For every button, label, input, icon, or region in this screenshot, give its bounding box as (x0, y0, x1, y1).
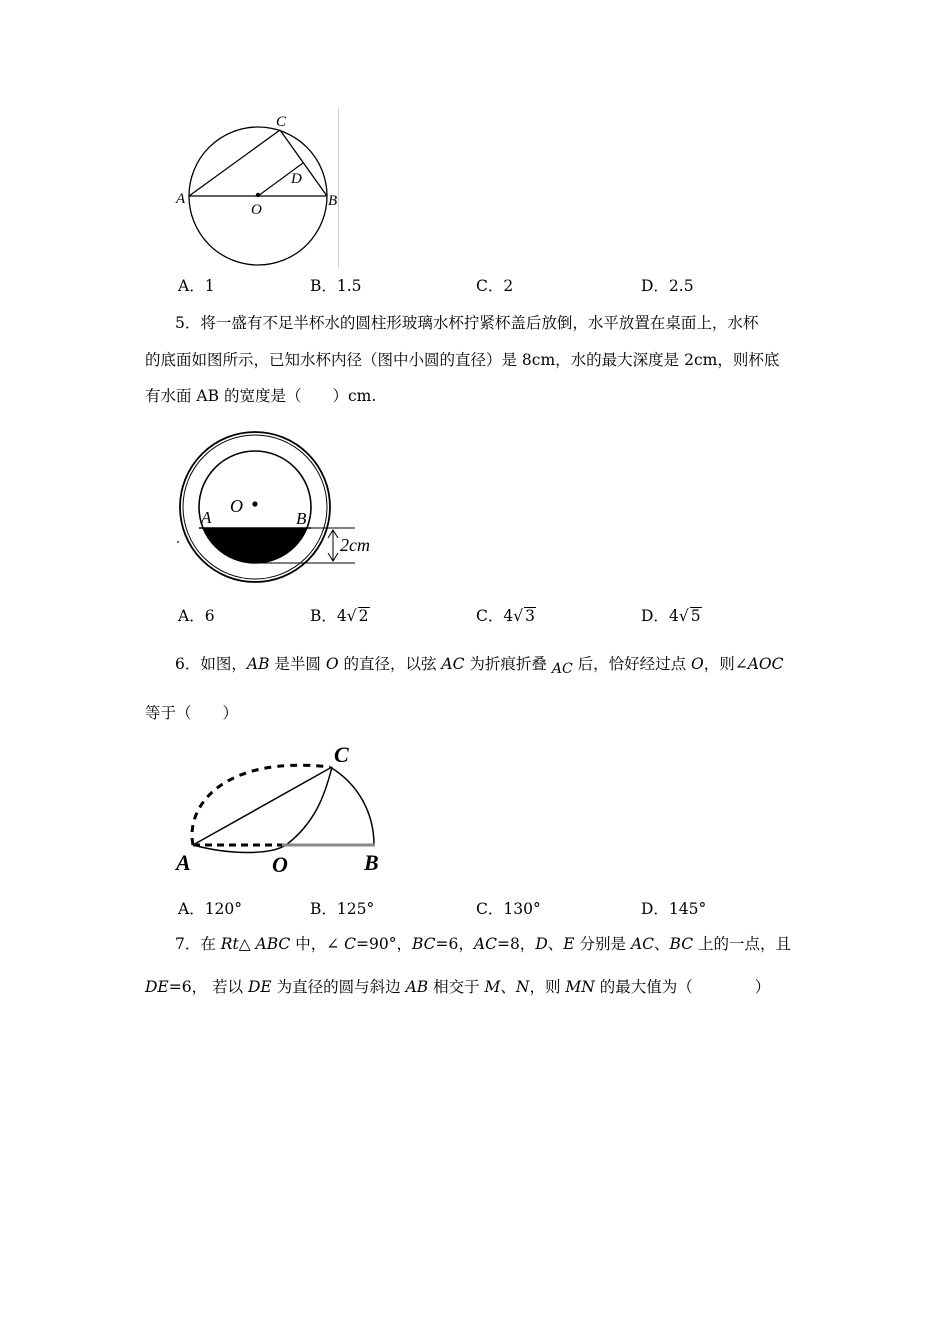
q7-m: M (484, 978, 501, 996)
q6-ab: AB (246, 655, 270, 673)
q7-n: N (515, 978, 530, 996)
q6-angle-aoc: ∠AOC (734, 655, 784, 673)
q6-t6: ，则 (703, 655, 735, 673)
q7-t1: 7．在 (175, 935, 221, 953)
q7-t12: 相交于 (428, 978, 485, 996)
q7-mn: MN (565, 978, 595, 996)
q7-rt: Rt (220, 935, 239, 953)
q7-t9: 上的一点，且 (693, 935, 792, 953)
q5-option-c (476, 604, 536, 626)
q6-figure (170, 735, 395, 880)
q7-t2: 中，∠ (290, 935, 345, 953)
q5-figure (172, 428, 387, 588)
q7-t7: 分别是 (574, 935, 631, 953)
q7-triangle-symbol: △ (238, 935, 251, 953)
q6-t2: 是半圆 (269, 655, 326, 673)
q5-text-line2: 的底面如图所示，已知水杯内径（图中小圆的直径）是 8cm，水的最大深度是 2cm，则杯底 (145, 351, 780, 369)
q5-option-d-letter: D． (641, 607, 669, 625)
q4-option-b: B．1.5 (310, 277, 362, 295)
q7-t10: =6， 若以 (168, 978, 248, 996)
q5-water (192, 528, 322, 573)
q7-abc: ABC (250, 935, 291, 953)
q5-option-c-radicand: 3 (525, 607, 536, 625)
q6-text-line2: 等于（ ） (145, 704, 239, 722)
q5-option-d-coef: 4 (668, 607, 679, 625)
q7-t3: =90°， (356, 935, 412, 953)
q4-label-b: B (328, 193, 338, 209)
q5-option-d (641, 604, 702, 626)
q5-option-b-sqrt: √ 2 (346, 607, 369, 625)
q6-label-b: B (364, 850, 379, 875)
q6-semicircle-arc (330, 767, 374, 845)
q5-option-b-radicand: 2 (358, 607, 369, 625)
q7-t4: =6， (435, 935, 474, 953)
q6-label-c: C (334, 742, 349, 767)
q4-center-dot (256, 193, 260, 197)
q5-option-b-letter: B． (310, 607, 337, 625)
q5-label-depth: 2cm (340, 535, 370, 555)
q7-t5: =8， (496, 935, 536, 953)
q6-text-line1 (175, 653, 784, 676)
q4-figure-frame-line (338, 108, 339, 268)
q6-t3: 的直径，以弦 (338, 655, 442, 673)
q5-text-line1: 5．将一盛有不足半杯水的圆柱形玻璃水杯拧紧杯盖后放倒，水平放置在桌面上，水杯 (175, 314, 759, 332)
q7-e: E (563, 935, 575, 953)
q5-option-a-letter: A． (178, 607, 205, 625)
q5-option-a (178, 604, 215, 626)
q5-option-c-sqrt: √ 3 (513, 607, 536, 625)
q5-option-b (310, 604, 370, 626)
q5-label-b: B (296, 509, 307, 528)
q5-stray-dot (177, 541, 179, 543)
q6-o1: O (325, 655, 339, 673)
q7-c: C (344, 935, 357, 953)
q6-folded-arc (193, 767, 332, 853)
q4-chord-ac (189, 130, 280, 196)
q5-option-c-letter: C． (476, 607, 504, 625)
q6-option-b: B．125° (310, 900, 375, 918)
q7-d: D (535, 935, 548, 953)
q7-text-line1 (175, 933, 791, 955)
q7-bc: BC (411, 935, 436, 953)
q5-option-c-coef: 4 (503, 607, 514, 625)
q5-option-d-sqrt: √ 5 (678, 607, 701, 625)
q4-label-d: D (291, 171, 302, 187)
q6-label-o: O (272, 852, 288, 877)
q7-t15: 的最大值为（ ） (594, 978, 771, 996)
q6-option-a: A．120° (178, 900, 243, 918)
q5-label-a: A (201, 508, 212, 527)
q7-t6: 、 (547, 935, 564, 953)
q4-figure (170, 108, 345, 268)
q7-t14: ，则 (529, 978, 566, 996)
q6-label-a: A (176, 850, 191, 875)
q6-t1: 6．如图， (175, 655, 247, 673)
q5-option-a-value: 6 (204, 607, 215, 625)
q7-t11: 为直径的圆与斜边 (271, 978, 406, 996)
q4-option-d: D．2.5 (641, 277, 694, 295)
q6-arc-ac: AC (551, 661, 573, 677)
q5-option-d-radicand: 5 (690, 607, 701, 625)
q6-ac1: AC (441, 655, 465, 673)
q7-ac: AC (473, 935, 497, 953)
q7-t13: 、 (500, 978, 516, 996)
q4-label-o: O (251, 202, 262, 218)
q6-folded-arc-dashed (192, 765, 330, 845)
q7-ab: AB (405, 978, 429, 996)
q6-chord-ac (193, 767, 332, 845)
q5-option-b-coef: 4 (336, 607, 347, 625)
q7-text-line2 (145, 976, 770, 998)
q6-option-c: C．130° (476, 900, 541, 918)
q4-label-a: A (176, 191, 186, 207)
q5-center-dot (252, 501, 257, 506)
q7-ac2: AC (630, 935, 655, 953)
q4-option-c: C．2 (476, 277, 514, 295)
q7-t8: 、 (654, 935, 670, 953)
q6-t5: 后，恰好经过点 (572, 655, 692, 673)
q6-option-d: D．145° (641, 900, 707, 918)
q7-de2: DE (247, 978, 272, 996)
q4-label-c: C (276, 114, 287, 130)
q7-bc2: BC (669, 935, 694, 953)
q5-text-line3: 有水面 AB 的宽度是（ ）cm. (145, 387, 377, 405)
q7-de: DE (145, 978, 169, 996)
q5-label-o: O (230, 496, 243, 516)
q6-o2: O (691, 655, 704, 673)
q4-chord-cb (280, 130, 327, 196)
q6-t4: 为折痕折叠 (464, 655, 552, 673)
q4-option-a: A．1 (178, 277, 215, 295)
